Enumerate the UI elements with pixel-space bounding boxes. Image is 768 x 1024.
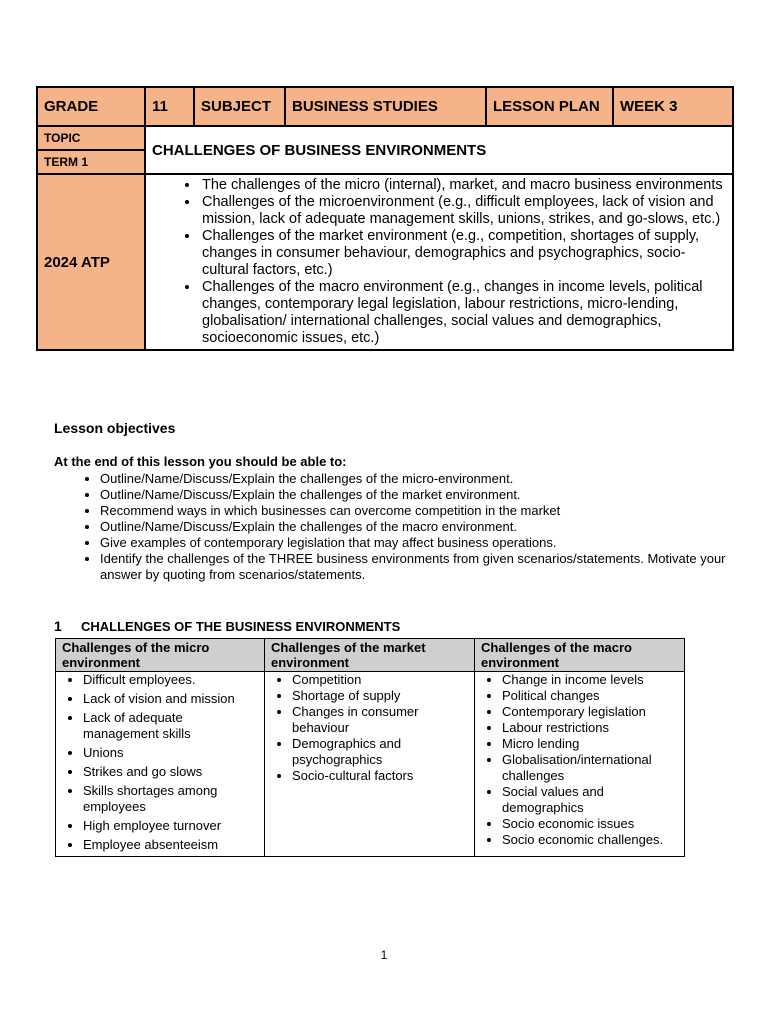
- list-item: • The challenges of the micro (internal), market, and macro business environments: [200, 177, 726, 194]
- list-item: • Socio economic challenges.: [502, 832, 682, 848]
- grade-label: GRADE: [37, 87, 145, 126]
- lesson-objectives-intro: At the end of this lesson you should be able to:: [54, 454, 347, 469]
- section-heading: [54, 618, 400, 634]
- list-item: • Social values and demographics: [502, 784, 682, 816]
- list-item: • Shortage of supply: [292, 688, 472, 704]
- list-item: • Give examples of contemporary legislation that may affect business operations.: [100, 535, 760, 551]
- list-item: • Micro lending: [502, 736, 682, 752]
- list-item: • Socio-cultural factors: [292, 768, 472, 784]
- challenges-table: [55, 638, 685, 857]
- list-item: • Contemporary legislation: [502, 704, 682, 720]
- macro-cell: [475, 672, 685, 857]
- list-item: • Political changes: [502, 688, 682, 704]
- market-list: [267, 672, 472, 784]
- macro-list: [477, 672, 682, 848]
- list-item: • Labour restrictions: [502, 720, 682, 736]
- atp-label: 2024 ATP: [37, 174, 145, 350]
- term-label: TERM 1: [37, 150, 145, 174]
- list-item: • Globalisation/international challenges: [502, 752, 682, 784]
- micro-list: [58, 672, 262, 853]
- subject-value: BUSINESS STUDIES: [285, 87, 486, 126]
- atp-content: [145, 174, 733, 350]
- market-cell: [265, 672, 475, 857]
- list-item: • Unions: [83, 745, 262, 761]
- list-item: • Challenges of the market environment (e.g., competition, shortages of supply, changes in consumer behaviour, demographics and psychographics, socio-cultural factors, etc.): [200, 228, 726, 279]
- macro-header: Challenges of the macro environment: [475, 639, 685, 672]
- list-item: • Challenges of the microenvironment (e.g., difficult employees, lack of vision and mission, lack of adequate management skills, unions, strikes, and go-slows, etc.): [200, 194, 726, 228]
- micro-header: Challenges of the micro environment: [56, 639, 265, 672]
- grade-value: 11: [145, 87, 194, 126]
- list-item: • Challenges of the macro environment (e.g., changes in income levels, political changes, contemporary legal legislation, labour restrictions, micro-lending, globalisation/ international challenges, social values and demographics, socioeconomic issues, etc.): [200, 279, 726, 347]
- lesson-plan-label: LESSON PLAN: [486, 87, 613, 126]
- topic-label: TOPIC: [37, 126, 145, 150]
- market-header: Challenges of the market environment: [265, 639, 475, 672]
- micro-cell: [56, 672, 265, 857]
- atp-list: [152, 175, 726, 349]
- list-item: • Demographics and psychographics: [292, 736, 472, 768]
- list-item: • Difficult employees.: [83, 672, 262, 688]
- list-item: • Changes in consumer behaviour: [292, 704, 472, 736]
- lesson-objectives-title: Lesson objectives: [54, 420, 176, 436]
- list-item: • Strikes and go slows: [83, 764, 262, 780]
- subject-label: SUBJECT: [194, 87, 285, 126]
- list-item: • Socio economic issues: [502, 816, 682, 832]
- topic-value: CHALLENGES OF BUSINESS ENVIRONMENTS: [145, 126, 733, 174]
- list-item: • Identify the challenges of the THREE business environments from given scenarios/statements. Motivate your answer by quoting from scenarios/statements.: [100, 551, 760, 583]
- list-item: • Outline/Name/Discuss/Explain the challenges of the macro environment.: [100, 519, 760, 535]
- lesson-objectives-list: [54, 471, 760, 583]
- week-label: WEEK 3: [613, 87, 733, 126]
- list-item: • Skills shortages among employees: [83, 783, 262, 815]
- page-number: 1: [380, 948, 388, 962]
- list-item: • Employee absenteeism: [83, 837, 262, 853]
- list-item: • Lack of adequate management skills: [83, 710, 262, 742]
- list-item: • High employee turnover: [83, 818, 262, 834]
- list-item: • Lack of vision and mission: [83, 691, 262, 707]
- list-item: • Change in income levels: [502, 672, 682, 688]
- list-item: • Recommend ways in which businesses can overcome competition in the market: [100, 503, 760, 519]
- list-item: • Outline/Name/Discuss/Explain the challenges of the micro-environment.: [100, 471, 760, 487]
- list-item: • Competition: [292, 672, 472, 688]
- lesson-plan-header-table: [36, 86, 734, 351]
- section-number: 1: [54, 618, 62, 634]
- list-item: • Outline/Name/Discuss/Explain the challenges of the market environment.: [100, 487, 760, 503]
- section-title: CHALLENGES OF THE BUSINESS ENVIRONMENTS: [81, 619, 401, 634]
